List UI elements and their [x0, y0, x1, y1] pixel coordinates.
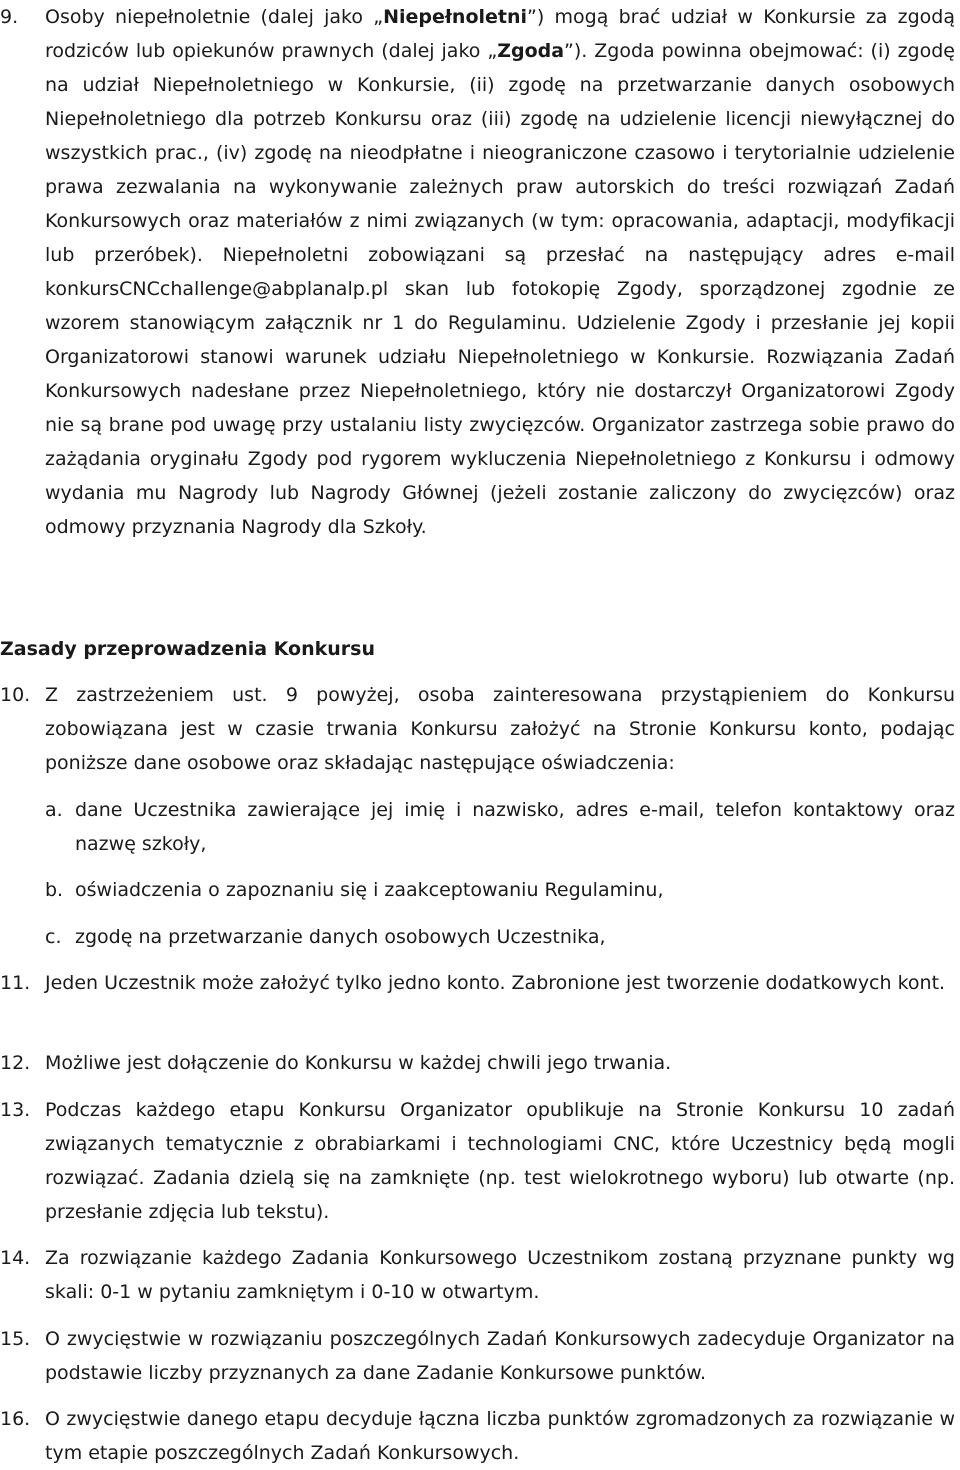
paragraph-number: 15.: [0, 1328, 31, 1350]
paragraph-text: Z zastrzeżeniem ust. 9 powyżej, osoba zainteresowana przystąpieniem do Konkursu zobowiązana jest w czasie trwania Konkursu założyć na Stronie Konkursu konto, podając poniższe dane osobowe oraz składając następujące oświadczenia:: [45, 684, 955, 774]
paragraph-number: 9.: [0, 6, 19, 28]
paragraph-number: 10.: [0, 684, 31, 706]
paragraph-text: ”) mogą brać udział w Konkursie za zgodą rodziców lub opiekunów prawnych (dalej jako „: [45, 6, 955, 62]
paragraph-text: Możliwe jest dołączenie do Konkursu w każdej chwili jego trwania.: [45, 1052, 672, 1074]
paragraph-number: 16.: [0, 1408, 31, 1430]
list-item: [45, 920, 955, 954]
paragraph-number: 11.: [0, 972, 31, 994]
paragraph-number: 12.: [0, 1052, 31, 1074]
section-heading: Zasady przeprowadzenia Konkursu: [0, 638, 375, 660]
paragraph-text: ”). Zgoda powinna obejmować: (i) zgodę na udział Niepełnoletniego w Konkursie, (ii) zgodę na przetwarzanie danych osobowych Niepełnoletniego dla potrzeb Konkursu oraz (iii) zgodę na udzielenie licencji niewyłącznej do wszystkich prac., (iv) zgodę na nieodpłatne i nieograniczone czasowo i terytorialnie udzielenie prawa zezwalania na wykonywanie zależnych praw autorskich do treści rozwiązań Zadań Konkursowych oraz materiałów z nimi związanych (w tym: opracowania, adaptacji, modyfikacji lub przeróbek). Niepełnoletni zobowiązani są przesłać na następujący adres e-mail konkursCNCchallenge@abplanalp.pl skan lub fotokopię Zgody, sporządzonej zgodnie ze wzorem stanowiącym załącznik nr 1 do Regulaminu. Udzielenie Zgody i przesłanie jej kopii Organizatorowi stanowi warunek udziału Niepełnoletniego w Konkursie. Rozwiązania Zadań Konkursowych nadesłane przez Niepełnoletniego, który nie dostarczył Organizatorowi Zgody nie są brane pod uwagę przy ustalaniu listy zwycięzców. Organizator zastrzega sobie prawo do zażądania oryginału Zgody pod rygorem wykluczenia Niepełnoletniego z Konkursu i odmowy wydania mu Nagrody lub Nagrody Głównej (jeżeli zostanie zaliczony do zwycięzców) oraz odmowy przyznania Nagrody dla Szkoły.: [45, 40, 955, 538]
list-item: [45, 873, 955, 907]
paragraph-number: 14.: [0, 1247, 31, 1269]
paragraph-text: Osoby niepełnoletnie (dalej jako „: [45, 6, 384, 28]
list-item: [45, 793, 955, 861]
term-niepelnoletni: Niepełnoletni: [383, 6, 528, 28]
paragraph-11: [0, 966, 955, 1000]
paragraph-text: O zwycięstwie w rozwiązaniu poszczególnych Zadań Konkursowych zadecyduje Organizator na podstawie liczby przyznanych za dane Zadanie Konkursowe punktów.: [45, 1328, 955, 1384]
paragraph-9: [0, 0, 955, 544]
paragraph-13: [0, 1093, 955, 1229]
paragraph-text: Jeden Uczestnik może założyć tylko jedno konto. Zabronione jest tworzenie dodatkowych kont.: [45, 972, 946, 994]
list-item-letter: a.: [45, 799, 63, 821]
paragraph-12: [0, 1046, 955, 1080]
paragraph-16: [0, 1402, 955, 1470]
list-item-text: dane Uczestnika zawierające jej imię i nazwisko, adres e-mail, telefon kontaktowy oraz nazwę szkoły,: [75, 799, 955, 855]
term-zgoda: Zgoda: [497, 40, 565, 62]
paragraph-text: Podczas każdego etapu Konkursu Organizator opublikuje na Stronie Konkursu 10 zadań związanych tematycznie z obrabiarkami i technologiami CNC, które Uczestnicy będą mogli rozwiązać. Zadania dzielą się na zamknięte (np. test wielokrotnego wyboru) lub otwarte (np. przesłanie zdjęcia lub tekstu).: [45, 1099, 955, 1223]
list-item-text: zgodę na przetwarzanie danych osobowych Uczestnika,: [75, 926, 606, 948]
paragraph-14: [0, 1241, 955, 1309]
paragraph-text: O zwycięstwie danego etapu decyduje łączna liczba punktów zgromadzonych za rozwiązanie w tym etapie poszczególnych Zadań Konkursowych.: [45, 1408, 955, 1464]
list-item-text: oświadczenia o zapoznaniu się i zaakceptowaniu Regulaminu,: [75, 879, 664, 901]
list-item-letter: c.: [45, 926, 62, 948]
list-item-letter: b.: [45, 879, 64, 901]
paragraph-number: 13.: [0, 1099, 31, 1121]
paragraph-15: [0, 1322, 955, 1390]
paragraph-10: [0, 678, 955, 780]
paragraph-text: Za rozwiązanie każdego Zadania Konkursowego Uczestnikom zostaną przyznane punkty wg skali: 0-1 w pytaniu zamkniętym i 0-10 w otwartym.: [45, 1247, 955, 1303]
